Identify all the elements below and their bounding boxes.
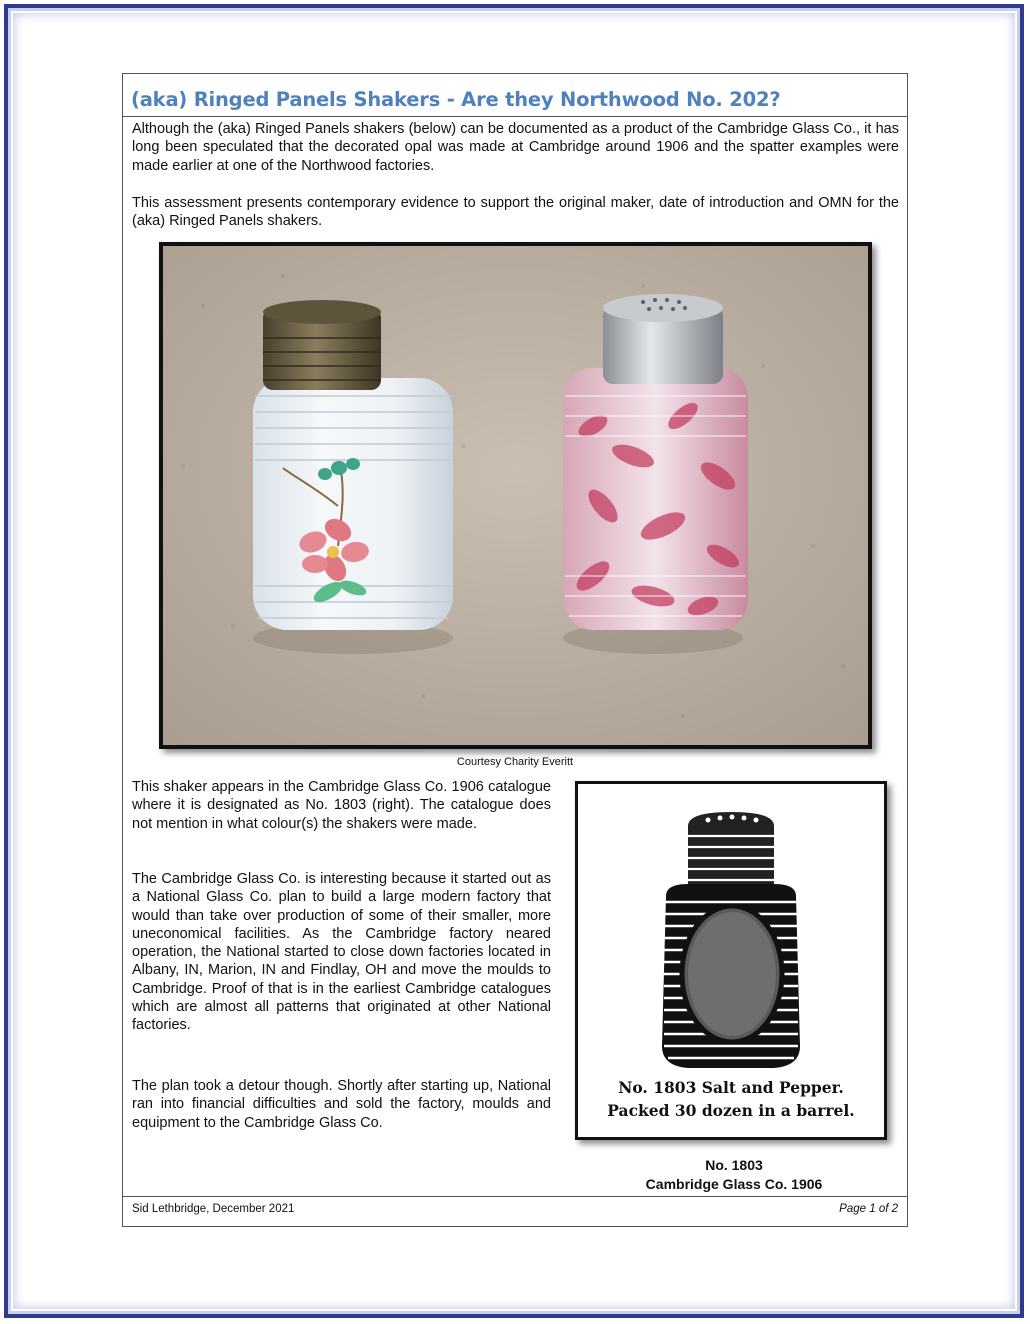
- catalogue-text-line2: Packed 30 dozen in a barrel.: [607, 1101, 855, 1120]
- paragraph-detour: The plan took a detour though. Shortly after starting up, National ran into financial difficulties and sold the factory, moulds and equipment to the Cambridge Glass Co.: [132, 1078, 551, 1131]
- paragraph-history: The Cambridge Glass Co. is interesting because it started out as a National Glass Co. plan to build a large modern factory that would than take over production of some of their smaller, more uneconomical facilities. As the Cambridge factory neared operation, the National started to close down factories located in Albany, IN, Marion, IN and Findlay, OH and move the moulds to Cambridge. Proof of that is in the earliest Cambridge catalogues which are almost all patterns that originated at other National factories.: [132, 871, 551, 1034]
- catalogue-text-line1: No. 1803 Salt and Pepper.: [618, 1078, 844, 1097]
- paragraph-catalogue: This shaker appears in the Cambridge Glass Co. 1906 catalogue where it is designated as No. 1803 (right). The catalogue does not mention in what colour(s) the shakers were made.: [132, 779, 551, 832]
- page-title: (aka) Ringed Panels Shakers - Are they Northwood No. 202?: [131, 88, 781, 111]
- catalogue-caption-source: Cambridge Glass Co. 1906: [645, 1176, 823, 1192]
- catalogue-illustration: [575, 781, 887, 1140]
- catalogue-caption-number: No. 1803: [705, 1157, 763, 1173]
- photo-caption: Courtesy Charity Everitt: [456, 756, 574, 768]
- shaker-engraving: [578, 784, 884, 1074]
- title-divider: [123, 116, 907, 117]
- paragraph-assessment: This assessment presents contemporary evidence to support the original maker, date of introduction and OMN for the (aka) Ringed Panels shakers.: [132, 195, 899, 230]
- footer-divider: [123, 1196, 907, 1197]
- footer-page-number: Page 1 of 2: [839, 1203, 898, 1215]
- footer-author: Sid Lethbridge, December 2021: [132, 1203, 295, 1215]
- document-page: [122, 73, 908, 1227]
- paragraph-intro: Although the (aka) Ringed Panels shakers (below) can be documented as a product of the Cambridge Glass Co., it has long been speculated that the decorated opal was made at Cambridge around 1906 and the spatter examples were made earlier at one of the Northwood factories.: [132, 121, 899, 174]
- shakers-photo: [159, 242, 872, 749]
